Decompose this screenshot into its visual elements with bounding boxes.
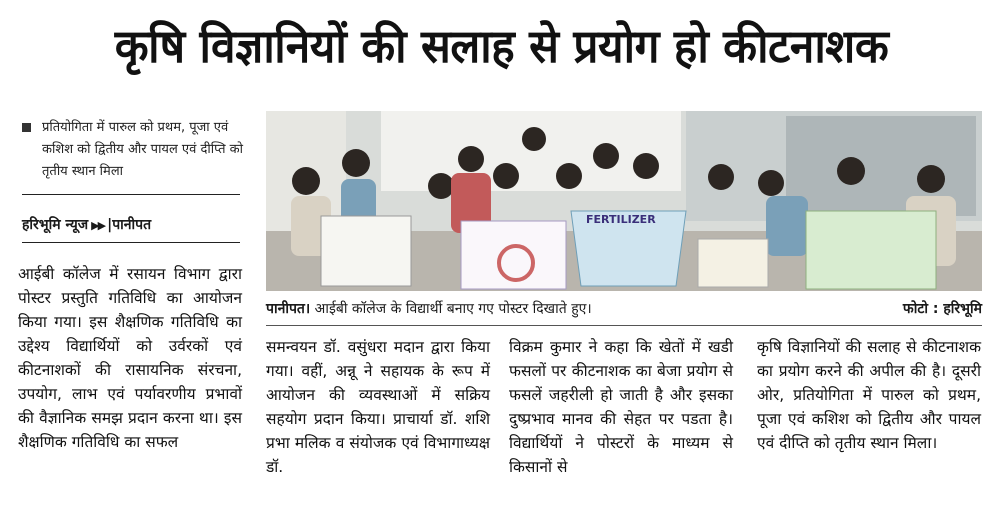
caption-location: पानीपत।	[266, 301, 311, 317]
summary-bullet	[22, 117, 252, 183]
photo-poster-label: FERTILIZER	[586, 213, 656, 226]
byline-arrows-icon: ▶▶	[91, 219, 105, 232]
body-column-4: कृषि विज्ञानियों की सलाह से कीटनाशक का प्रयोग करने की अपील की है। दूसरी ओर, प्रतियोगिता में पारुल को प्रथम, पूजा एवं कशिश को द्वितीय और पायल एवं दीप्ति को तृतीय स्थान मिला।	[757, 338, 981, 452]
caption-text: आईबी कॉलेज के विद्यार्थी बनाए गए पोस्टर दिखाते हुए।	[310, 301, 592, 317]
body-column-1: आईबी कॉलेज में रसायन विभाग द्वारा पोस्टर प्रस्तुति गतिविधि का आयोजन किया गया। इस शैक्षणिक गतिविधि का उद्देश्य विद्यार्थियों को उर्वरकों एवं कीटनाशकों की रासायनिक संरचना, उपयोग, लाभ एवं पर्यावरणीय प्रभावों की वैज्ञानिक समझ प्रदान करना था। इस शैक्षणिक गतिविधि का सफल	[18, 265, 242, 451]
bullet-square-icon	[22, 123, 31, 132]
body-column-3: विक्रम कुमार ने कहा कि खेतों में खडी फसलों पर कीटनाशक का बेजा प्रयोग से फसलें जहरीली हो जाती है और इसका दुष्प्रभाव मानव की सेहत पर पडता है। विद्यार्थियों ने पोस्टरों के माध्यम से किसानों से	[509, 338, 733, 476]
photo-credit: फोटो : हरिभूमि	[902, 301, 982, 317]
byline	[22, 213, 242, 238]
headline: कृषि विज्ञानियों की सलाह से प्रयोग हो कीटनाशक	[114, 19, 889, 73]
summary-divider	[22, 194, 240, 195]
summary-text: प्रतियोगिता में पारुल को प्रथम, पूजा एवं कशिश को द्वितीय और पायल एवं दीप्ति को तृतीय स्थान मिला	[42, 120, 244, 179]
caption-divider	[266, 325, 982, 326]
byline-agency: हरिभूमि न्यूज	[22, 217, 89, 233]
news-photo	[266, 111, 982, 291]
photo-caption	[266, 295, 982, 323]
byline-divider	[22, 242, 240, 243]
byline-separator: |	[107, 217, 113, 233]
body-column-2: समन्वयन डॉ. वसुंधरा मदान द्वारा किया गया। वहीं, अन्नू ने सहायक के रूप में आयोजन की व्यवस्थाओं में सक्रिय सहयोग प्रदान किया। प्राचार्या डॉ. शशि प्रभा मलिक व संयोजक एवं विभागाध्यक्ष डॉ.	[266, 338, 490, 476]
byline-location: पानीपत	[112, 217, 152, 233]
